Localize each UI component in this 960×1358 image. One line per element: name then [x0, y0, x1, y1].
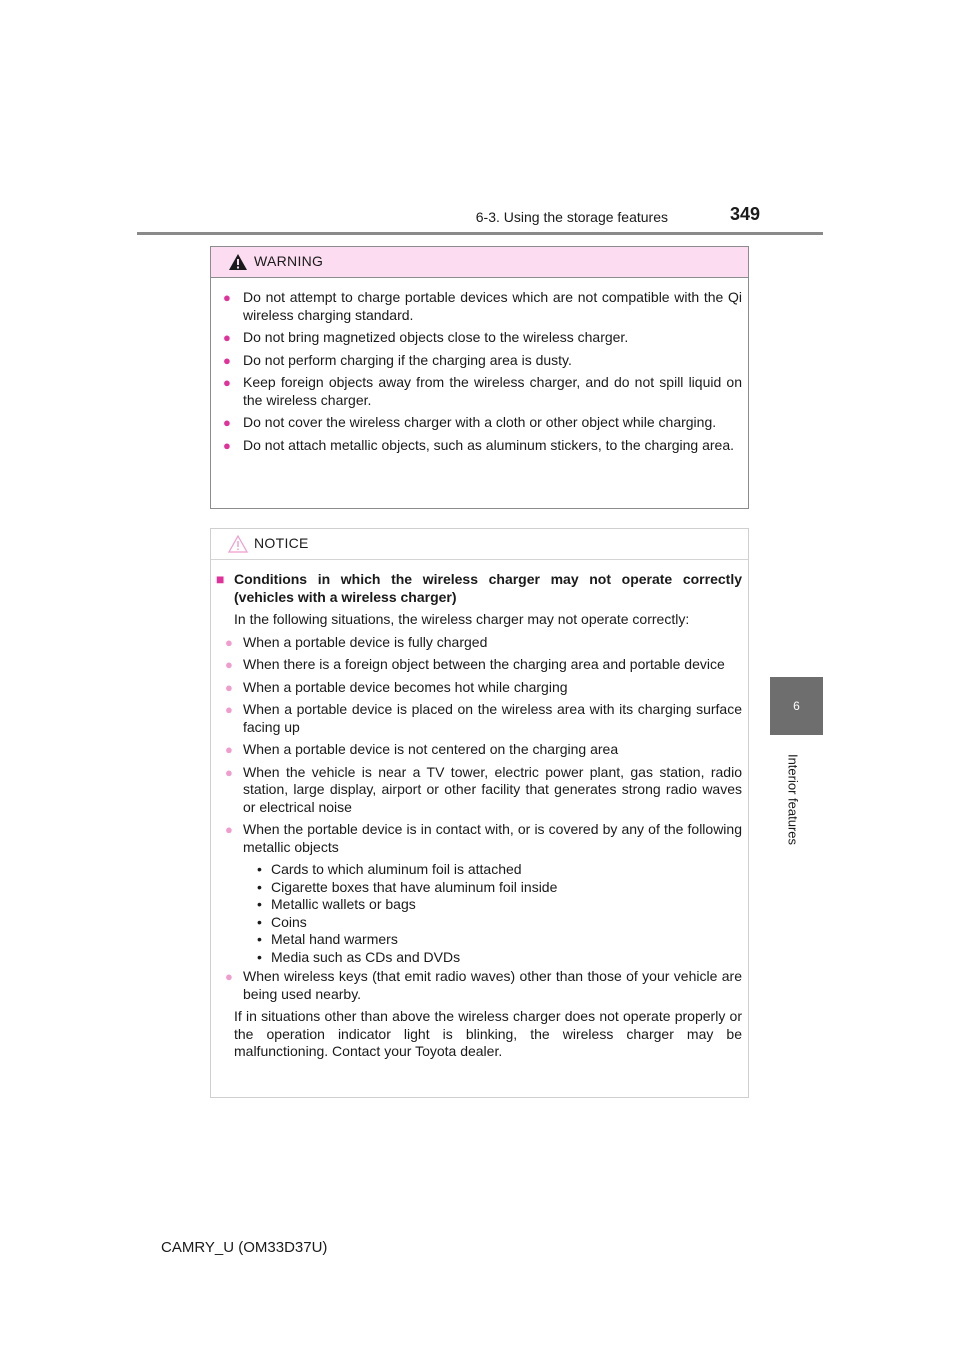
notice-item: ● When the portable device is in contact with, or is covered by any of the following metallic objects [225, 821, 742, 855]
page-header [137, 200, 823, 236]
list-item: • Media such as CDs and DVDs [257, 949, 742, 967]
chapter-tab: 6 [770, 677, 823, 735]
notice-intro: In the following situations, the wireless charger may not operate correctly: [234, 611, 690, 627]
chapter-label-text: Interior features [785, 753, 801, 846]
bullet-icon: ● [225, 764, 233, 780]
bullet-icon: ● [223, 375, 231, 390]
chapter-label [778, 748, 808, 868]
bullet-icon: ● [225, 679, 233, 695]
warning-title: WARNING [254, 253, 324, 269]
bullet-icon: ● [223, 290, 231, 305]
notice-item: ● When a portable device becomes hot while charging [225, 678, 568, 695]
warning-item: ● Keep foreign objects away from the wireless charger, and do not spill liquid on the wireless charger. [223, 374, 742, 408]
warning-item: ● Do not perform charging if the charging area is dusty. [223, 351, 572, 368]
list-item: • Cards to which aluminum foil is attached [257, 861, 742, 879]
bullet-icon: ● [225, 969, 233, 984]
bullet-icon: ● [223, 415, 231, 430]
notice-item: ● When a portable device is not centered on the charging area [225, 741, 619, 757]
warning-triangle-icon [228, 253, 248, 271]
notice-box [210, 528, 749, 1098]
list-item: • Cigarette boxes that have aluminum foil inside [257, 879, 742, 897]
notice-heading: ■ Conditions in which the wireless charger may not operate correctly (vehicles with a wireless charger) [216, 571, 742, 605]
header-divider [137, 232, 823, 235]
notice-closing: If in situations other than above the wireless charger does not operate properly or the operation indicator light is blinking, the wireless charger may be malfunctioning. Contact your Toyota dealer. [234, 1008, 742, 1059]
list-item: • Metallic wallets or bags [257, 896, 742, 914]
notice-item: ● When wireless keys (that emit radio waves) other than those of your vehicle are being used nearby. [225, 968, 742, 1002]
notice-header [211, 529, 748, 560]
bullet-icon: ● [223, 437, 231, 453]
page-number: 349 [729, 204, 760, 224]
section-title: 6-3. Using the storage features [475, 209, 668, 225]
warning-header [211, 247, 748, 278]
warning-item: ● Do not bring magnetized objects close to the wireless charger. [223, 329, 629, 345]
footer-model-code: CAMRY_U (OM33D37U) [161, 1239, 328, 1256]
bullet-icon: ● [223, 330, 231, 345]
notice-item: ● When there is a foreign object between the charging area and portable device [225, 656, 725, 672]
bullet-icon: ● [225, 822, 233, 837]
notice-item: ● When the vehicle is near a TV tower, electric power plant, gas station, radio station, large display, airport or other facility that generates strong radio waves or electrical noise [225, 763, 742, 815]
warning-item: ● Do not attach metallic objects, such as aluminum stickers, to the charging area. [223, 436, 735, 453]
bullet-icon: ● [225, 702, 233, 717]
warning-box [210, 246, 749, 509]
bullet-icon: ● [223, 352, 231, 368]
caution-triangle-icon [228, 535, 248, 553]
square-bullet-icon: ■ [216, 571, 225, 587]
bullet-icon: ● [225, 657, 233, 672]
list-item: • Metal hand warmers [257, 931, 742, 949]
warning-item: ● Do not cover the wireless charger with a cloth or other object while charging. [223, 414, 717, 430]
notice-title: NOTICE [254, 535, 309, 551]
list-item: • Coins [257, 914, 742, 932]
bullet-icon: ● [225, 634, 233, 650]
notice-item: ● When a portable device is fully charged [225, 633, 488, 650]
metallic-objects-list [216, 861, 742, 966]
warning-item: ● Do not attempt to charge portable devices which are not compatible with the Qi wireless charging standard. [223, 289, 742, 323]
bullet-icon: ● [225, 742, 233, 757]
notice-item: ● When a portable device is placed on the wireless area with its charging surface facing up [225, 701, 742, 735]
